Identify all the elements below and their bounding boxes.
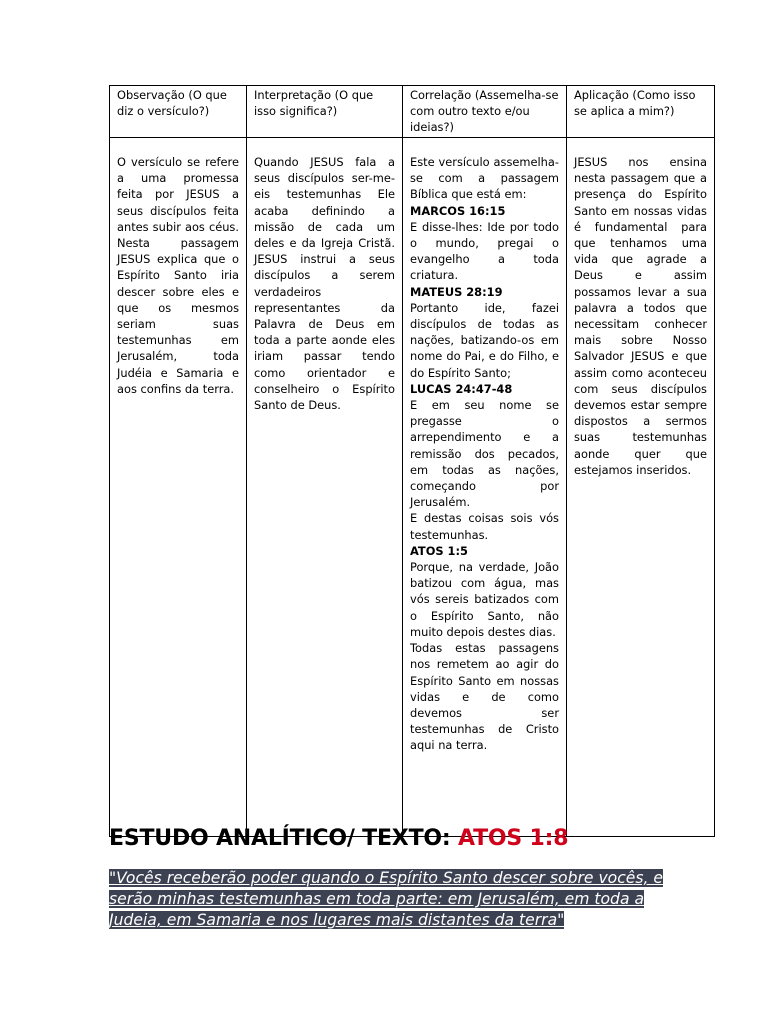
cell-correlacao [403, 138, 567, 837]
correlacao-conclusion: Todas estas passagens nos remetem ao agir do Espírito Santo em nossas vidas e de como devemos ser testemunhas de Cristo aqui na terra. [410, 641, 559, 753]
cell-aplicacao [567, 138, 715, 837]
heading-reference: ATOS 1:8 [457, 826, 569, 851]
text-lucas-b: E destas coisas sois vós testemunhas. [410, 511, 559, 542]
ref-atos: ATOS 1:5 [410, 543, 468, 558]
ref-mateus: MATEUS 28:19 [410, 284, 503, 299]
correlacao-intro: Este versículo assemelha-se com a passagem Bíblica que está em: [410, 155, 559, 202]
interpretacao-text: Quando JESUS fala a seus discípulos ser-me-eis testemunhas Ele acaba definindo a missão de cada um deles e da Igreja Cristã. JESUS instrui a seus discípulos a serem verdadeiros representantes da Palavra de Deus em toda a parte aonde eles iriam passar tendo como orientador e conselheiro o Espírito Santo de Deus. [254, 155, 395, 413]
header-correlacao: Correlação (Assemelha-se com outro texto e/ou ideias?) [403, 86, 567, 138]
study-heading [109, 826, 568, 851]
study-table [109, 85, 715, 837]
table-header-row [110, 86, 715, 138]
text-lucas-a: E em seu nome se pregasse o arrependimento e a remissão dos pecados, em todas as nações, começando por Jerusalém. [410, 398, 559, 510]
text-marcos: E disse-lhes: Ide por todo o mundo, pregai o evangelho a toda criatura. [410, 219, 559, 283]
aplicacao-text: JESUS nos ensina nesta passagem que a presença do Espírito Santo em nossas vidas é fundamental para que tenhamos uma vida que agrade a Deus e assim possamos levar a sua palavra a todos que necessitam conhecer mais sobre Nosso Salvador JESUS e que assim como aconteceu com seus discípulos devemos estar sempre dispostos a sermos suas testemunhas aonde quer que estejamos inseridos. [574, 155, 707, 477]
cell-interpretacao [247, 138, 403, 837]
heading-label: ESTUDO ANALÍTICO/ TEXTO: [109, 826, 451, 851]
header-interpretacao: Interpretação (O que isso significa?) [247, 86, 403, 138]
text-atos: Porque, na verdade, João batizou com água, mas vós sereis batizados com o Espírito Santo, não muito depois destes dias. [410, 560, 559, 639]
ref-lucas: LUCAS 24:47-48 [410, 381, 513, 396]
header-aplicacao: Aplicação (Como isso se aplica a mim?) [567, 86, 715, 138]
header-observacao: Observação (O que diz o versículo?) [110, 86, 247, 138]
text-mateus: Portanto ide, fazei discípulos de todas as nações, batizando-os em nome do Pai, e do Filho, e do Espírito Santo; [410, 300, 559, 380]
ref-marcos: MARCOS 16:15 [410, 203, 506, 218]
cell-observacao [110, 138, 247, 837]
table-body-row [110, 138, 715, 837]
observacao-text: O versículo se refere a uma promessa feita por JESUS a seus discípulos feita antes subir aos céus. Nesta passagem JESUS explica que o Espírito Santo iria descer sobre eles e que os mesmos seriam suas testemunhas em Jerusalém, toda Judéia e Samaria e aos confins da terra. [117, 155, 239, 396]
verse-quote [109, 868, 669, 931]
verse-text: "Vocês receberão poder quando o Espírito Santo descer sobre vocês, e serão minhas testemunhas em toda parte: em Jerusalém, em toda a Judeia, em Samaria e nos lugares mais distantes da terra" [109, 869, 664, 929]
